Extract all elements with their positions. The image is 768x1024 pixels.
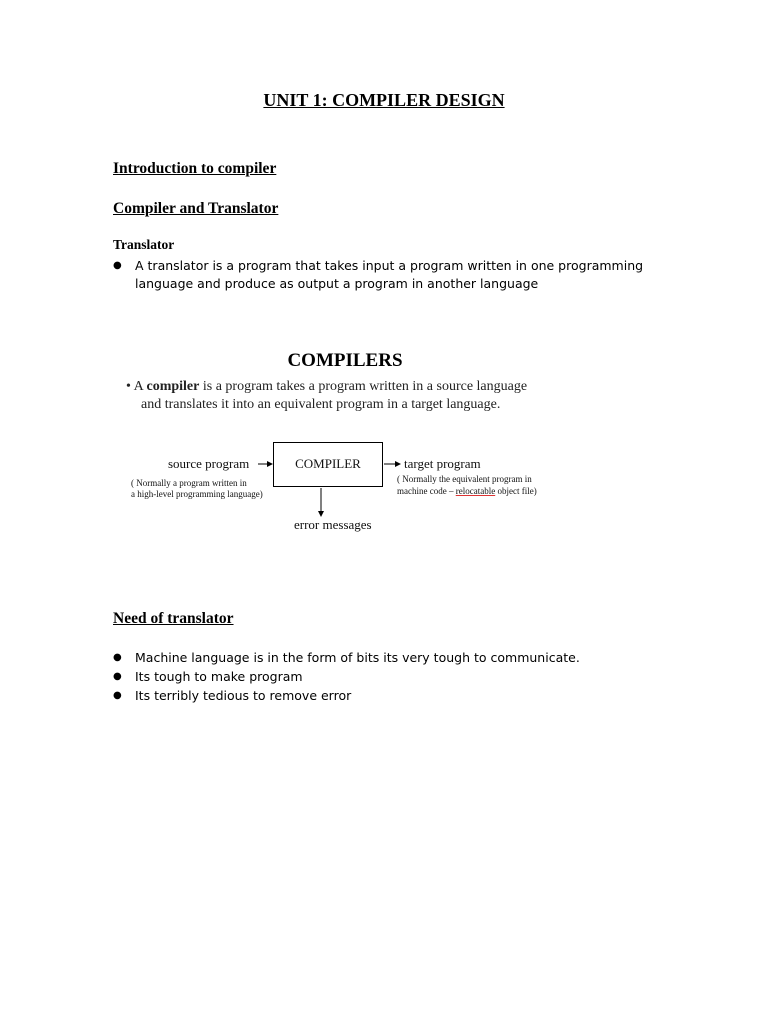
page-title: UNIT 1: COMPILER DESIGN bbox=[263, 90, 505, 110]
figure-bullet-rest: is a program takes a program written in a source language bbox=[202, 379, 528, 394]
target-note-line2-red: relocatable bbox=[455, 486, 496, 496]
target-program-label: target program bbox=[404, 456, 481, 471]
source-program-label: source program bbox=[168, 456, 250, 471]
figure-bullet-prefix: A bbox=[133, 379, 143, 394]
figure-title: COMPILERS bbox=[287, 350, 403, 371]
target-note-line1: ( Normally the equivalent program in bbox=[397, 474, 532, 484]
bullet-glyph: ● bbox=[113, 260, 122, 271]
need-item-text: Its terribly tedious to remove error bbox=[135, 688, 352, 703]
intro-heading: Introduction to compiler bbox=[113, 160, 277, 177]
figure-bullet-mark: • bbox=[126, 379, 131, 394]
need-item bbox=[113, 668, 673, 686]
bullet-glyph: ● bbox=[113, 671, 122, 682]
bullet-glyph: ● bbox=[113, 652, 122, 663]
compiler-box-label: COMPILER bbox=[295, 456, 361, 471]
need-item-text: Machine language is in the form of bits its very tough to communicate. bbox=[135, 650, 580, 665]
target-note-line2-post: object file) bbox=[497, 486, 537, 496]
translator-subheading: Translator bbox=[113, 237, 175, 252]
need-item-text: Its tough to make program bbox=[135, 669, 303, 684]
error-messages-label: error messages bbox=[294, 517, 372, 532]
translator-bullet-line1: A translator is a program that takes input a program written in one programming bbox=[135, 258, 644, 273]
source-note-line2: a high-level programming language) bbox=[131, 489, 263, 499]
figure-bullet-line2: and translates it into an equivalent program in a target language. bbox=[141, 397, 501, 412]
need-item bbox=[113, 687, 673, 705]
need-item bbox=[113, 649, 673, 667]
bullet-glyph: ● bbox=[113, 690, 122, 701]
need-heading: Need of translator bbox=[113, 610, 234, 627]
figure-bullet-bold: compiler bbox=[146, 379, 200, 394]
translator-bullet-line2: language and produce as output a program in another language bbox=[135, 276, 539, 291]
compiler-translator-heading: Compiler and Translator bbox=[113, 200, 279, 217]
target-note-line2-pre: machine code – bbox=[397, 486, 454, 496]
source-note-line1: ( Normally a program written in bbox=[131, 478, 247, 488]
